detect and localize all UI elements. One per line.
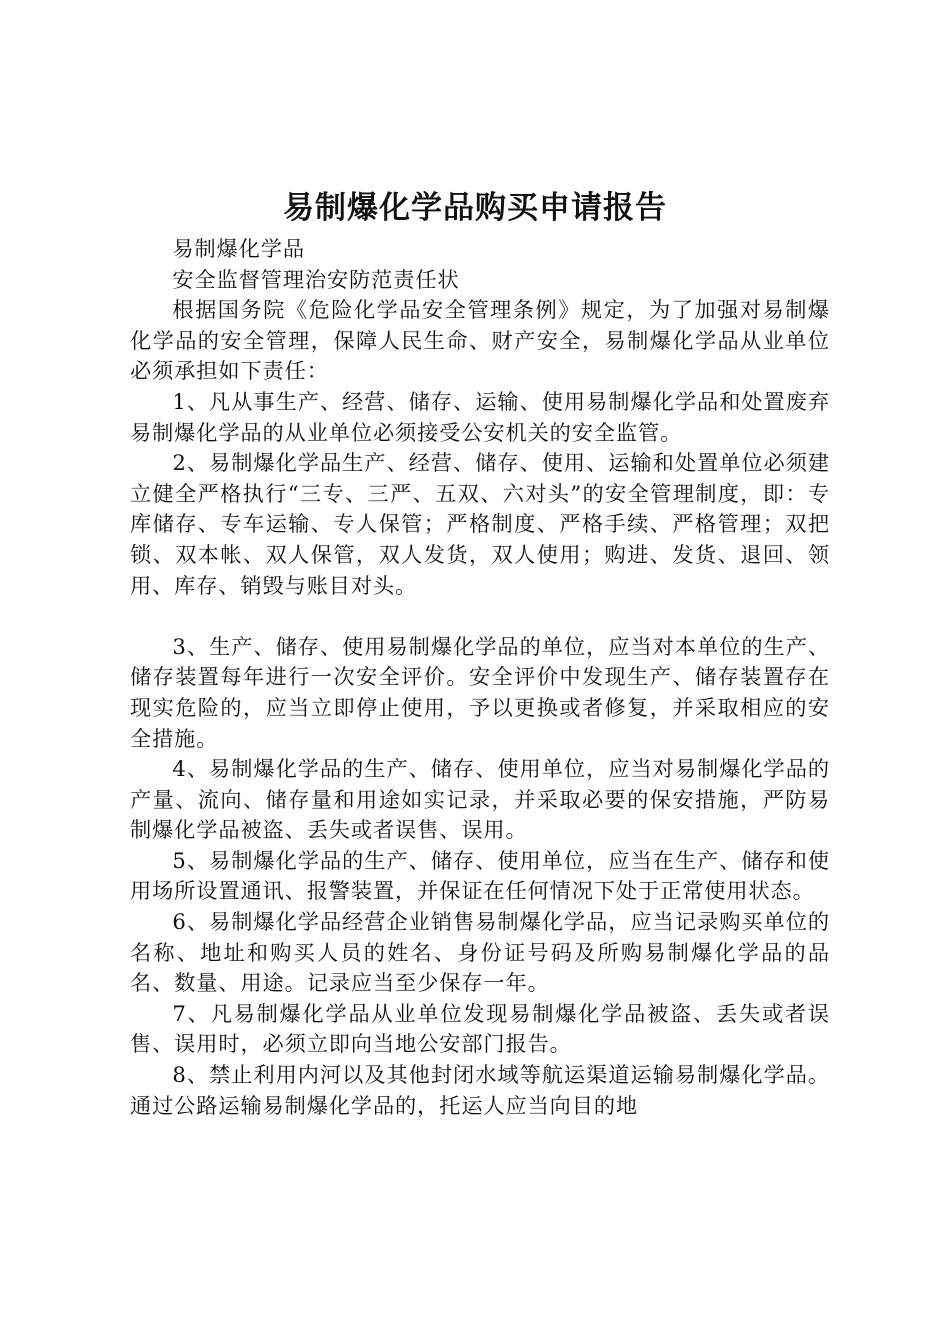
paragraph-item-5: 5、易制爆化学品的生产、储存、使用单位，应当在生产、储存和使用场所设置通讯、报警装置，并保证在任何情况下处于正常使用状态。 <box>130 847 830 904</box>
paragraph-subtitle-1: 易制爆化学品 <box>172 236 305 261</box>
paragraph-item-3: 3、生产、储存、使用易制爆化学品的单位，应当对本单位的生产、储存装置每年进行一次安全评价。安全评价中发现生产、储存装置存在现实危险的，应当立即停止使用，予以更换或者修复，并采取相应的安全措施。 <box>130 633 830 751</box>
paragraph-intro: 根据国务院《危险化学品安全管理条例》规定，为了加强对易制爆化学品的安全管理，保障人民生命、财产安全，易制爆化学品从业单位必须承担如下责任： <box>130 297 830 384</box>
paragraph-item-7: 7、凡易制爆化学品从业单位发现易制爆化学品被盗、丢失或者误售、误用时，必须立即向当地公安部门报告。 <box>130 1000 830 1057</box>
paragraph-item-6: 6、易制爆化学品经营企业销售易制爆化学品，应当记录购买单位的名称、地址和购买人员的姓名、身份证号码及所购易制爆化学品的品名、数量、用途。记录应当至少保存一年。 <box>130 909 830 996</box>
paragraph-item-4: 4、易制爆化学品的生产、储存、使用单位，应当对易制爆化学品的产量、流向、储存量和用途如实记录，并采取必要的保安措施，严防易制爆化学品被盗、丢失或者误售、误用。 <box>130 756 830 843</box>
paragraph-item-2: 2、易制爆化学品生产、经营、储存、使用、运输和处置单位必须建立健全严格执行“三专、三严、五双、六对头”的安全管理制度，即：专库储存、专车运输、专人保管；严格制度、严格手续、严格管理；双把锁、双本帐、双人保管，双人发货，双人使用；购进、发货、退回、领用、库存、销毁与账目对头。 <box>130 450 830 598</box>
paragraph-item-8: 8、禁止利用内河以及其他封闭水域等航运渠道运输易制爆化学品。通过公路运输易制爆化学品的，托运人应当向目的地 <box>130 1062 830 1118</box>
document-title: 易制爆化学品购买申请报告 <box>283 190 667 226</box>
paragraph-subtitle-2: 安全监督管理治安防范责任状 <box>172 266 460 292</box>
paragraph-item-1: 1、凡从事生产、经营、储存、运输、使用易制爆化学品和处置废弃易制爆化学品的从业单位必须接受公安机关的安全监管。 <box>130 388 830 445</box>
document-body <box>130 234 830 1121</box>
